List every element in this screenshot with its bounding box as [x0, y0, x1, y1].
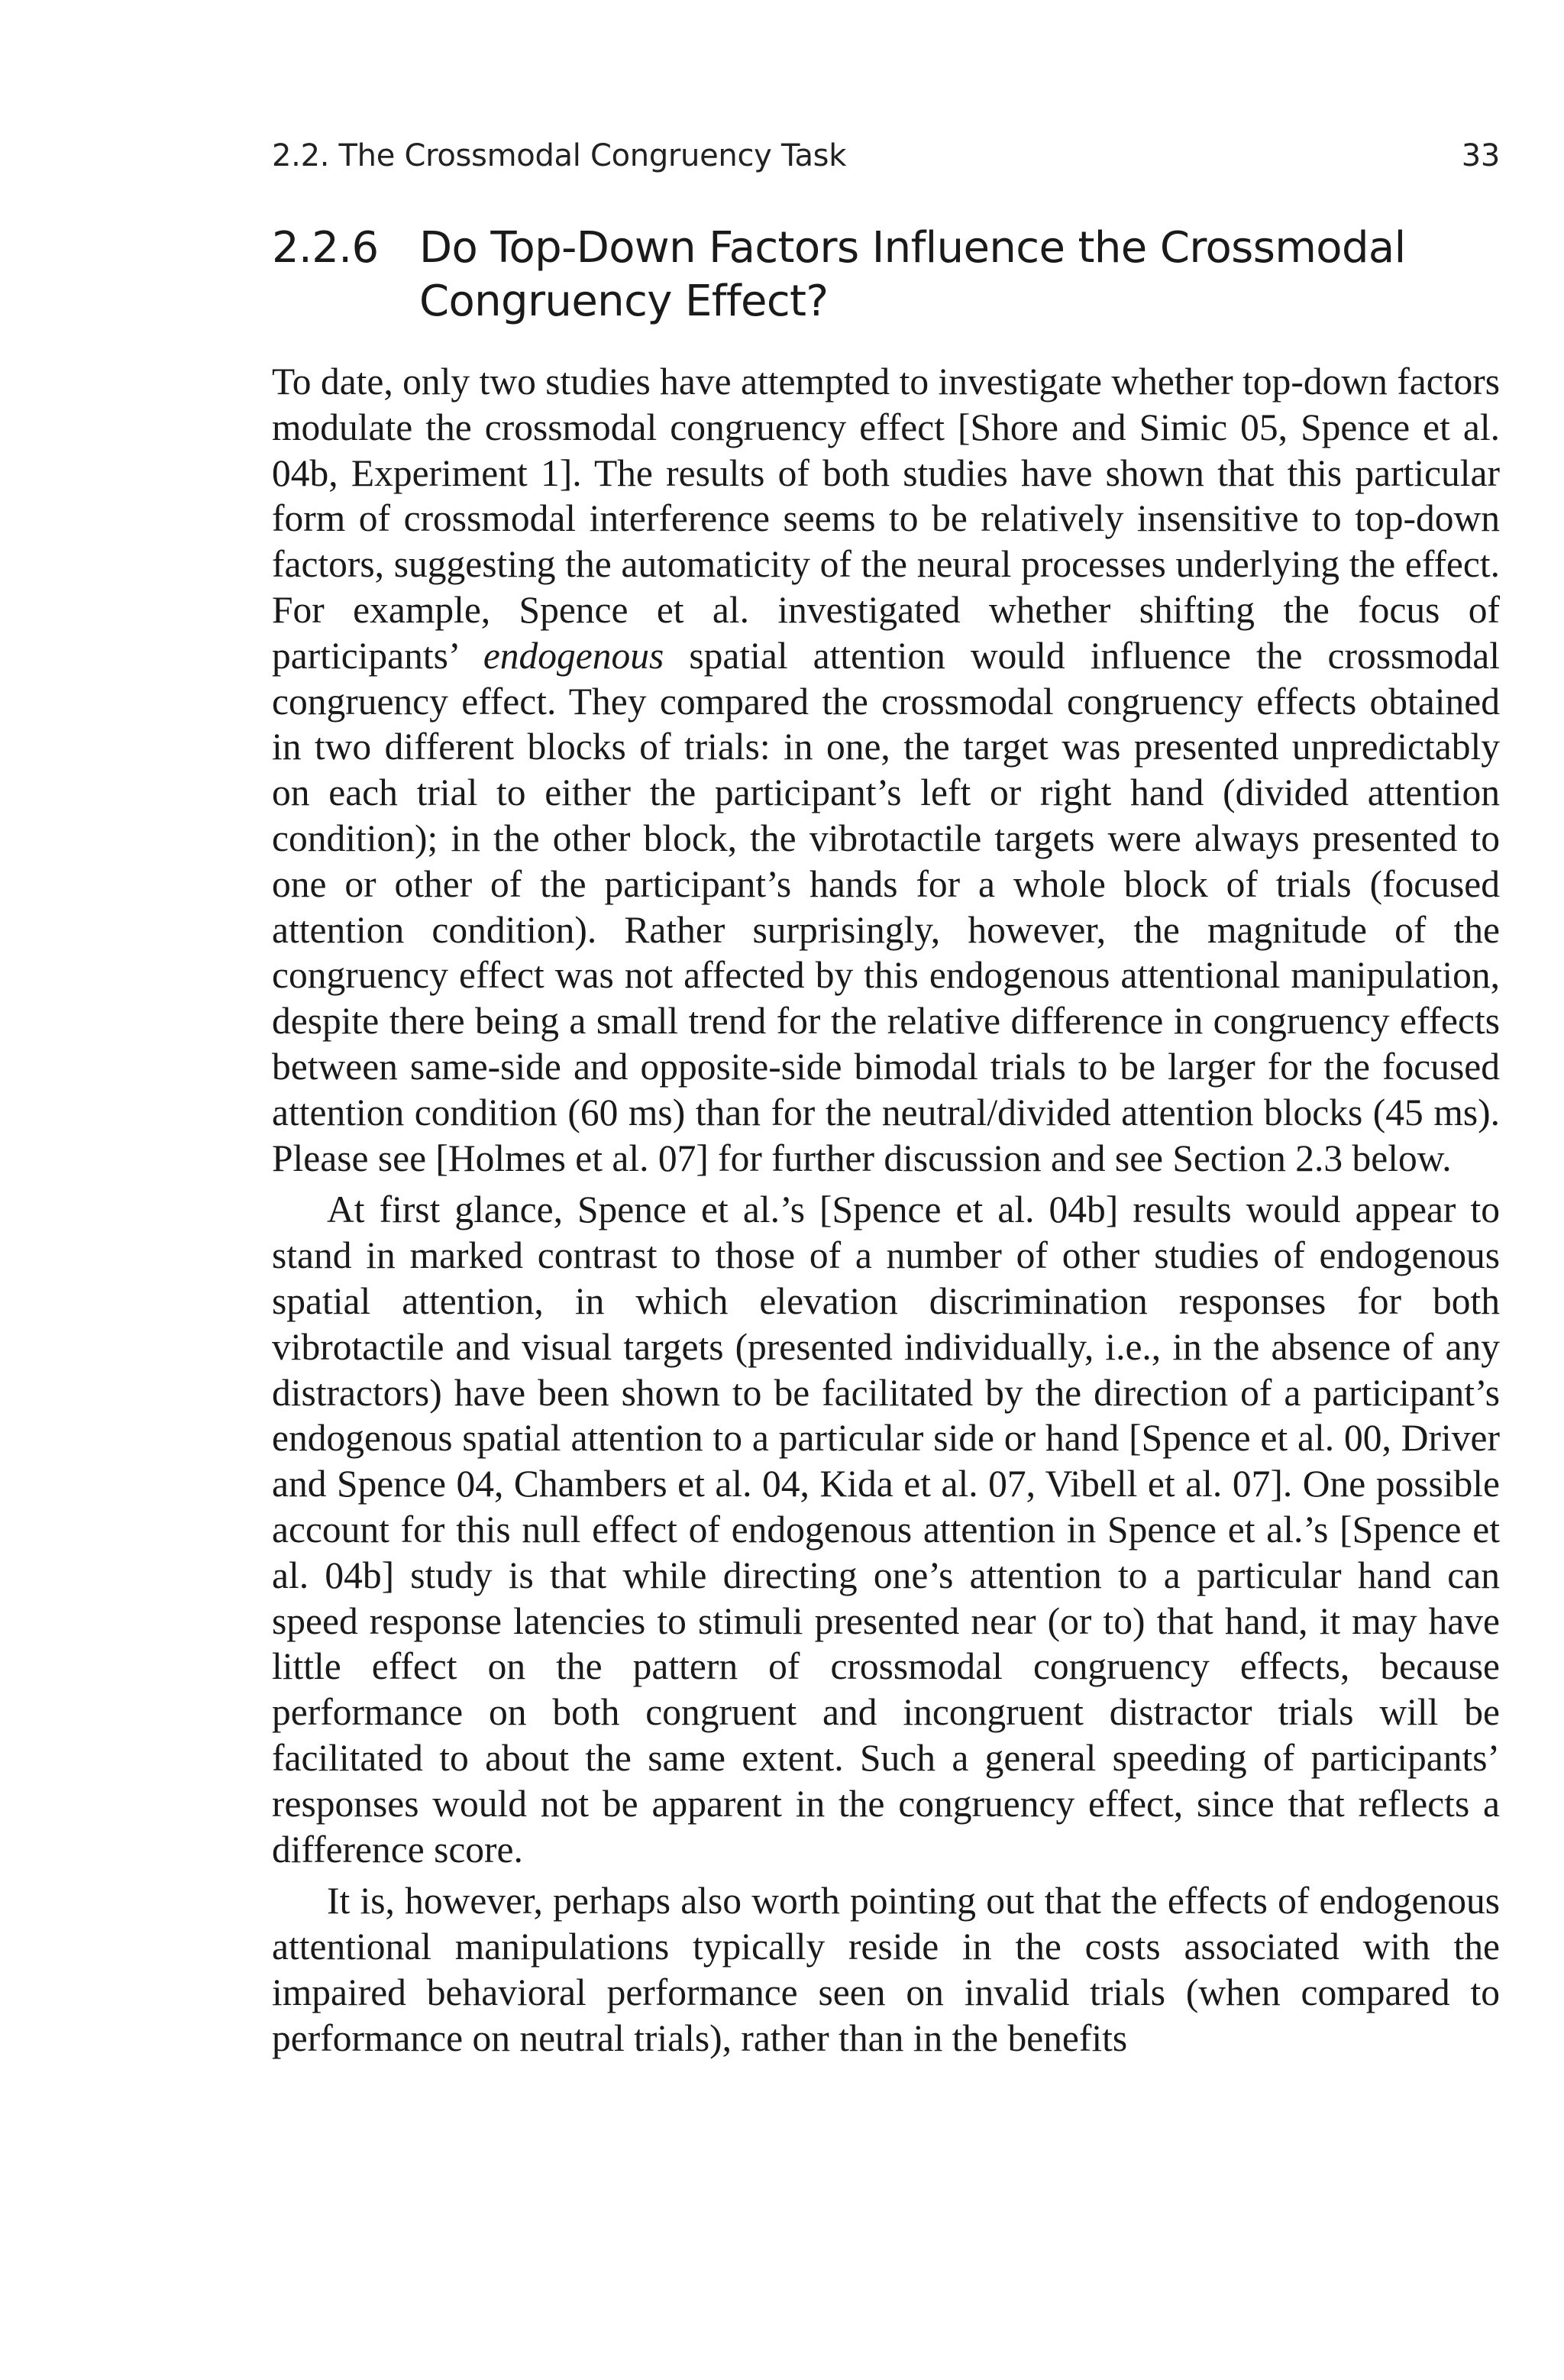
book-page [272, 137, 1500, 2061]
paragraph-1-part-2: spatial attention would influence the crossmodal congruency effect. They compared the crossmodal congruency effects obtained in two different blocks of trials: in one, the target was presented unpredictably on each trial to either the participant’s left or right hand (divided attention condition); in the other block, the vibrotactile targets were always presented to one or other of the participant’s hands for a whole block of trials (focused attention condition). Rather surprisingly, however, the magnitude of the congruency effect was not affected by this endogenous attentional manipulation, despite there being a small trend for the relative difference in congruency effects between same-side and opposite-side bimodal trials to be larger for the focused attention condition (60 ms) than for the neutral/divided attention blocks (45 ms). Please see [Holmes et al. 07] for further discussion and see Section 2.3 below. [272, 634, 1500, 1179]
running-head-chapter: 2.2. The Crossmodal Congruency Task [272, 138, 847, 173]
paragraph-2: At first glance, Spence et al.’s [Spence et al. 04b] results would appear to stand in marked contrast to those of a number of other studies of endogenous spatial attention, in which elevation discrimination responses for both vibrotactile and visual targets (presented individually, i.e., in the absence of any distractors) have been shown to be facilitated by the direction of a participant’s endogenous spatial attention to a particular side or hand [Spence et al. 00, Driver and Spence 04, Chambers et al. 04, Kida et al. 07, Vibell et al. 07]. One possible account for this null effect of endogenous attention in Spence et al.’s [Spence et al. 04b] study is that while directing one’s attention to a particular hand can speed response latencies to stimuli presented near (or to) that hand, it may have little effect on the pattern of crossmodal congruency effects, because performance on both congruent and incongruent distractor trials will be facilitated to about the same extent. Such a general speeding of participants’ responses would not be apparent in the congruency effect, since that reflects a difference score. [272, 1188, 1500, 1871]
emphasis-endogenous: endogenous [483, 634, 664, 677]
page-number: 33 [1461, 138, 1500, 173]
paragraph-1 [272, 359, 1500, 1181]
running-head [272, 137, 1500, 174]
body-text [272, 359, 1500, 2061]
paragraph-3: It is, however, perhaps also worth pointing out that the effects of endogenous attentional manipulations typically reside in the costs associated with the impaired behavioral performance seen on invalid trials (when compared to performance on neutral trials), rather than in the benefits [272, 1880, 1500, 2059]
section-heading [272, 222, 1500, 328]
section-title: Do Top-Down Factors Influence the Crossmodal Congruency Effect? [419, 223, 1406, 326]
section-number: 2.2.6 [272, 223, 379, 273]
paragraph-1-part-1: To date, only two studies have attempted to investigate whether top-down factors modulate the crossmodal congruency effect [Shore and Simic 05, Spence et al. 04b, Experiment 1]. The results of both studies have shown that this particular form of crossmodal interference seems to be relatively insensitive to top-down factors, suggesting the automaticity of the neural processes underlying the effect. For example, Spence et al. investigated whether shifting the focus of participants’ [272, 361, 1500, 677]
